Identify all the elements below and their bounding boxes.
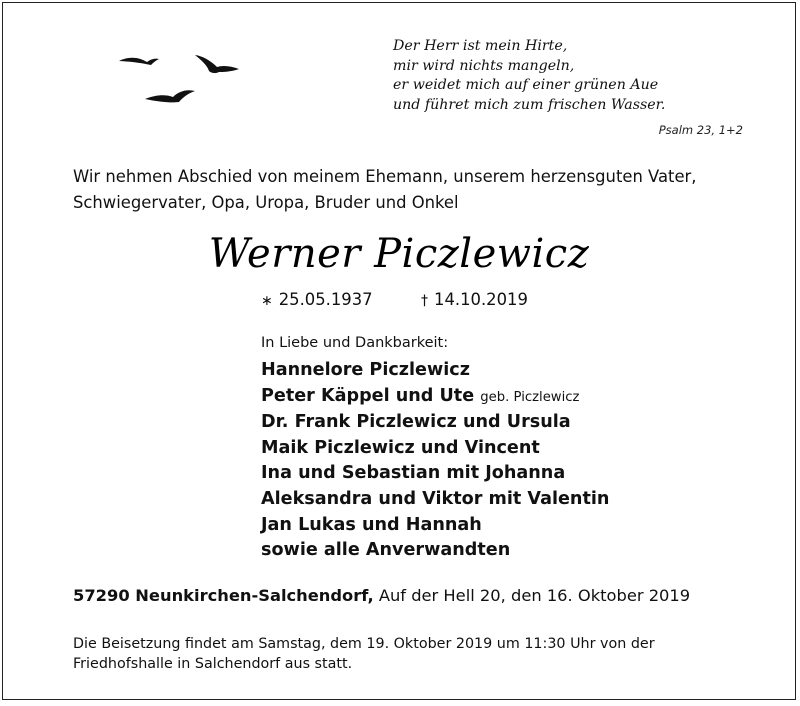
funeral-line: Die Beisetzung findet am Samstag, dem 19. Oktober 2019 um 11:30 Uhr von der xyxy=(73,636,655,652)
bird-3 xyxy=(145,90,195,102)
birth-date: 25.05.1937 xyxy=(278,290,373,309)
mourners-heading: In Liebe und Dankbarkeit: xyxy=(261,335,449,351)
birth-symbol: ∗ xyxy=(261,293,273,309)
funeral-line: Friedhofshalle in Salchendorf aus statt. xyxy=(73,655,353,672)
intro-text xyxy=(73,164,753,216)
death-symbol: † xyxy=(421,293,429,309)
mourner-name: Jan Lukas und Hannah xyxy=(261,514,482,535)
intro-line: Schwiegervater, Opa, Uropa, Bruder und Onkel xyxy=(73,193,459,212)
bird-1 xyxy=(119,58,159,65)
obituary-notice xyxy=(2,2,796,700)
death-date: 14.10.2019 xyxy=(434,290,528,309)
mourner-name: Aleksandra und Viktor mit Valentin xyxy=(261,488,610,509)
mourner-name: Peter Käppel und Ute geb. Piczlewicz xyxy=(261,385,580,406)
mourner-name: Ina und Sebastian mit Johanna xyxy=(261,463,566,484)
intro-line: Wir nehmen Abschied von meinem Ehemann, unserem herzensguten Vater, xyxy=(73,167,697,186)
address-line xyxy=(73,586,690,605)
life-dates xyxy=(261,290,528,309)
address-rest: Auf der Hell 20, den 16. Oktober 2019 xyxy=(378,586,691,605)
mourner-name: Maik Piczlewicz und Vincent xyxy=(261,437,540,458)
psalm-quote xyxy=(393,37,723,115)
psalm-line: und führet mich zum frischen Wasser. xyxy=(393,96,666,113)
psalm-line: mir wird nichts mangeln, xyxy=(393,57,575,74)
mourner-name: Dr. Frank Piczlewicz und Ursula xyxy=(261,412,571,433)
psalm-line: Der Herr ist mein Hirte, xyxy=(393,38,568,54)
address-city: 57290 Neunkirchen-Salchendorf, xyxy=(73,586,374,605)
psalm-line: er weidet mich auf einer grünen Aue xyxy=(393,77,659,93)
mourners-list xyxy=(261,358,609,564)
birds-icon xyxy=(115,47,265,109)
bird-2 xyxy=(195,55,239,73)
funeral-info xyxy=(73,635,753,674)
mourner-name: sowie alle Anverwandten xyxy=(261,540,511,561)
mourner-name: Hannelore Piczlewicz xyxy=(261,360,470,380)
deceased-name: Werner Piczlewicz xyxy=(208,231,590,277)
maiden-name-note: geb. Piczlewicz xyxy=(480,389,580,405)
psalm-reference: Psalm 23, 1+2 xyxy=(658,123,743,137)
